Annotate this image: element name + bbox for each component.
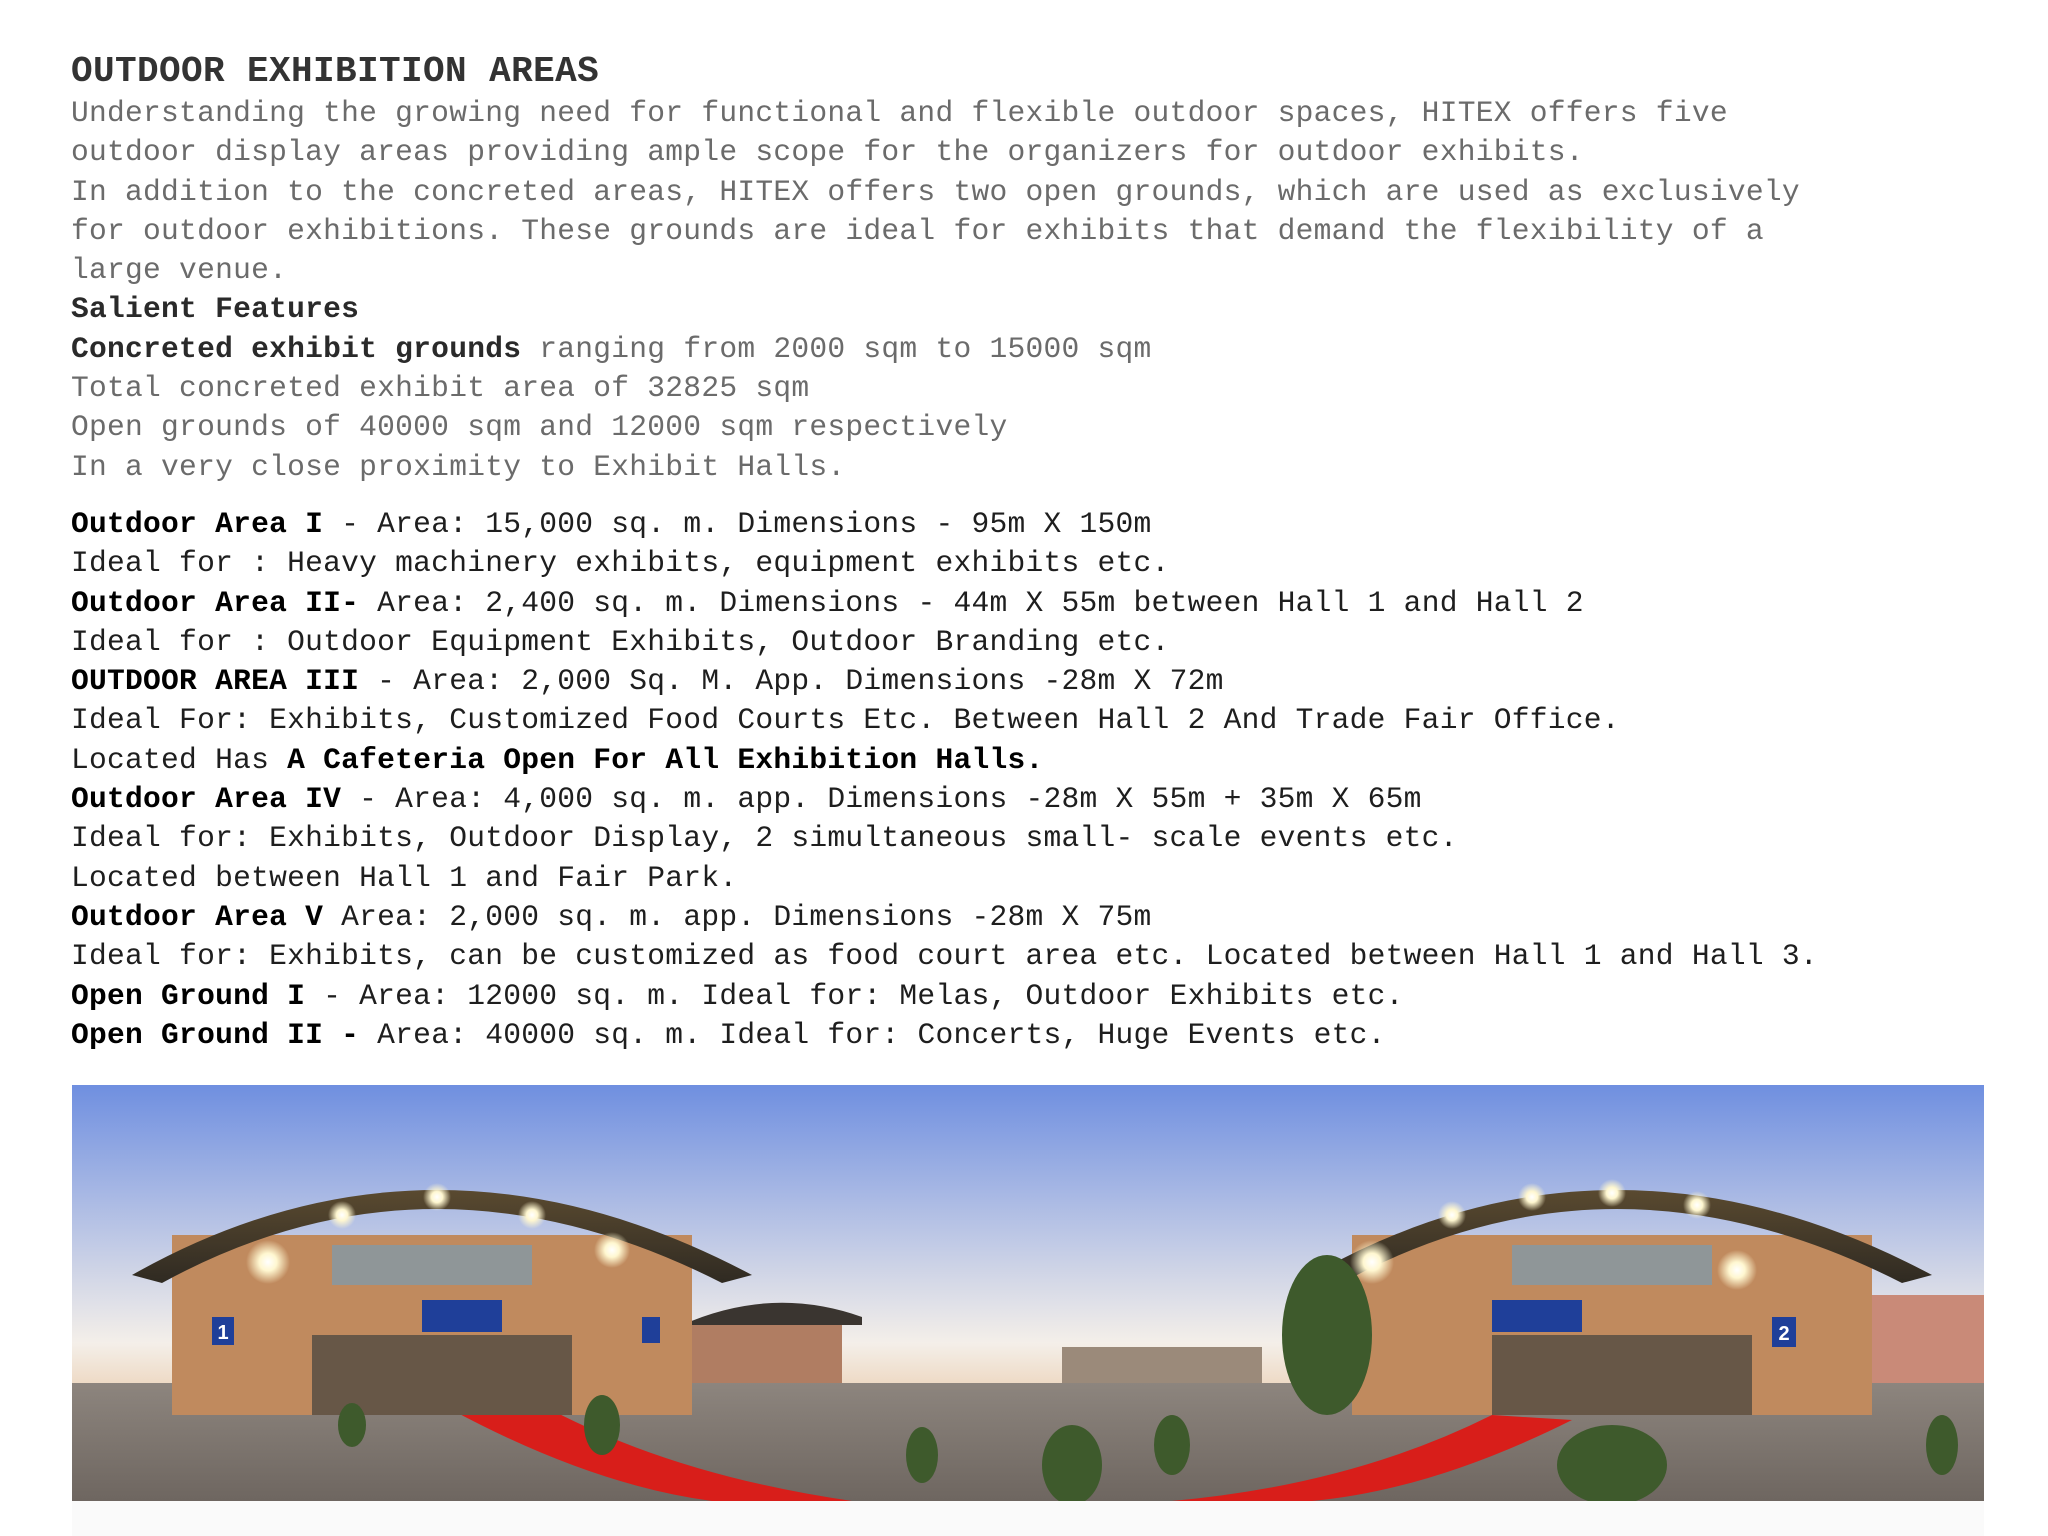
open-ground-name: Open Ground II - [71,1017,360,1052]
area-details: - Area: 15,000 sq. m. Dimensions - 95m X 150m [323,506,1152,541]
venue-panorama-photo [72,1085,1984,1501]
salient-feature-item: Total concreted exhibit area of 32825 sqm [71,371,810,406]
open-ground-line [71,1016,1991,1055]
salient-feature-item: In a very close proximity to Exhibit Halls. [71,449,846,484]
area-name: Outdoor Area IV [71,782,342,817]
area-ideal-line: Ideal for: Exhibits, Outdoor Display, 2 simultaneous small- scale events etc. [71,821,1458,856]
page-title: OUTDOOR EXHIBITION AREAS [71,51,600,92]
area-location-line: Located between Hall 1 and Fair Park. [71,860,738,895]
open-ground-details: Area: 40000 sq. m. Ideal for: Concerts, Huge Events etc. [359,1017,1386,1052]
hall-number-right: 2 [1778,1323,1790,1345]
area-details: Area: 2,000 sq. m. app. Dimensions -28m X 75m [323,899,1152,934]
intro-line: Understanding the growing need for functional and flexible outdoor spaces, HITEX offers five [71,96,1728,130]
section-gap [71,487,1991,505]
area-details: - Area: 2,000 Sq. M. App. Dimensions -28m X 72m [359,664,1224,699]
intro-line: for outdoor exhibitions. These grounds are ideal for exhibits that demand the flexibility of a [71,213,1764,248]
intro-line: In addition to the concreted areas, HITEX offers two open grounds, which are used as exclusively [71,174,1800,209]
open-ground-name: Open Ground I [71,978,306,1013]
area-name: Outdoor Area V [71,899,324,934]
outdoor-areas-list [71,505,1991,1055]
salient-feature-bold: Concreted exhibit grounds [71,331,522,366]
area-location-text: Located Has [71,742,288,777]
area-details: - Area: 4,000 sq. m. app. Dimensions -28m X 55m + 35m X 65m [341,782,1422,817]
salient-feature-text: ranging from 2000 sqm to 15000 sqm [521,331,1152,366]
salient-feature-item [71,330,1991,369]
intro-line: outdoor display areas providing ample scope for the organizers for outdoor exhibits. [71,135,1584,170]
area-details: Area: 2,400 sq. m. Dimensions - 44m X 55m between Hall 1 and Hall 2 [359,585,1584,620]
area-location-bold: A Cafeteria Open For All Exhibition Halls. [287,742,1044,777]
area-name: OUTDOOR AREA III [71,664,360,699]
open-ground-line [71,977,1991,1016]
area-ideal-line: Ideal For: Exhibits, Customized Food Courts Etc. Between Hall 2 And Trade Fair Office. [71,703,1620,738]
hall-number-left: 1 [217,1322,229,1344]
page-bottom-margin [72,1501,1984,1536]
area-ideal-line: Ideal for : Heavy machinery exhibits, equipment exhibits etc. [71,546,1170,581]
open-ground-details: - Area: 12000 sq. m. Ideal for: Melas, Outdoor Exhibits etc. [305,978,1404,1013]
area-heading-line [71,898,1991,937]
document-page [71,52,1991,1055]
intro-line: large venue. [71,253,288,288]
area-ideal-line: Ideal for : Outdoor Equipment Exhibits, Outdoor Branding etc. [71,624,1170,659]
salient-features-heading: Salient Features [71,292,360,327]
area-heading-line [71,662,1991,701]
area-ideal-line: Ideal for: Exhibits, can be customized as food court area etc. Located between Hall 1 and Hall 3. [71,939,1818,974]
salient-feature-item: Open grounds of 40000 sqm and 12000 sqm respectively [71,410,1008,445]
area-name: Outdoor Area II- [71,585,360,620]
intro-paragraph [71,94,1991,487]
area-name: Outdoor Area I [71,506,324,541]
area-heading-line [71,780,1991,819]
area-location-line [71,741,1991,780]
area-heading-line [71,584,1991,623]
area-heading-line [71,505,1991,544]
